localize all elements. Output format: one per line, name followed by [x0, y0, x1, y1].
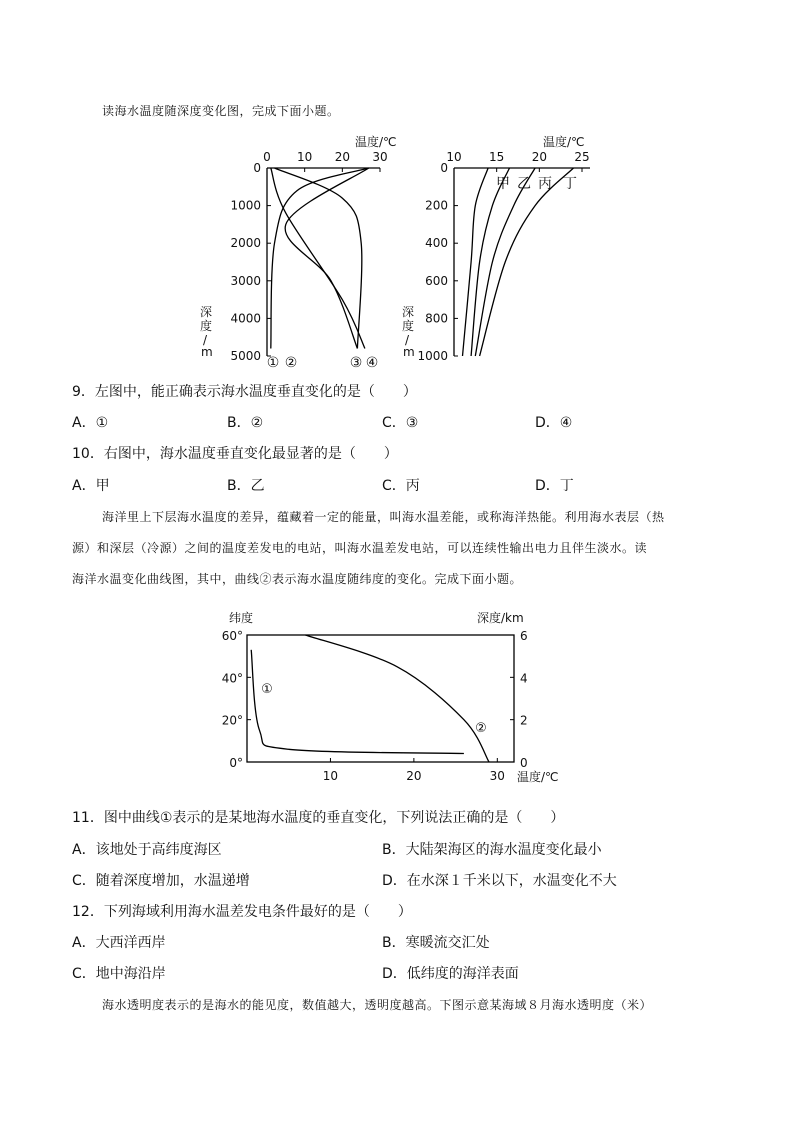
chart-latitude-rtick-0: 0 [520, 756, 528, 770]
chart-left-ytick-3: 3000 [230, 273, 261, 288]
chart-latitude-xtick-0: 10 [322, 769, 339, 783]
chart-right-labels [496, 176, 577, 192]
chart-right-series-label-2: 丙 [538, 176, 552, 192]
q9-option-b[interactable]: B．② [227, 415, 264, 431]
q10-stem: 10．右图中，海水温度垂直变化最显著的是（ ） [72, 446, 398, 462]
chart-latitude-left-label: 纬度 [229, 611, 254, 625]
chart-left-ytick-0: 0 [253, 161, 261, 175]
chart-left-xtick-0: 0 [263, 150, 271, 164]
chart-right-ytick-3: 600 [425, 273, 448, 288]
chart-latitude-curve-0 [251, 650, 464, 754]
chart-left-yticks [230, 161, 271, 363]
q12-stem: 12．下列海域利用海水温差发电条件最好的是（ ） [72, 904, 412, 920]
q10-option-a[interactable]: A．甲 [72, 478, 110, 494]
chart-right-ytick-0: 0 [440, 161, 448, 175]
chart-left-curve-1 [271, 168, 365, 349]
chart-latitude-frame [247, 635, 514, 762]
q10-option-b[interactable]: B．乙 [227, 478, 265, 494]
chart-left-series-label-0: ① [266, 355, 280, 371]
q11-option-c[interactable]: C．随着深度增加，水温递增 [72, 873, 250, 889]
chart-right-series-label-0: 甲 [496, 176, 510, 192]
q9-option-c[interactable]: C．③ [382, 415, 419, 431]
chart-right-xtick-0: 10 [446, 150, 462, 164]
q11-option-a[interactable]: A．该地处于高纬度海区 [72, 842, 222, 858]
q10-option-d[interactable]: D．丁 [535, 478, 574, 494]
q11-stem: 11．图中曲线①表示的是某地海水温度的垂直变化，下列说法正确的是（ ） [72, 810, 565, 826]
chart-right-ylabel [402, 305, 415, 359]
chart-latitude-curves [251, 635, 489, 762]
chart-right-xtick-2: 20 [531, 150, 547, 164]
chart-right-xlabel: 温度/℃ [543, 135, 585, 149]
chart-latitude-rtick-2: 4 [520, 671, 528, 686]
chart-latitude-right-label: 深度/km [477, 611, 524, 625]
chart-left-labels [267, 355, 379, 371]
q12-option-c[interactable]: C．地中海沿岸 [72, 966, 166, 982]
chart-right-xticks [446, 150, 589, 172]
chart-left-xlabel: 温度/℃ [355, 135, 397, 149]
chart-right-ylabel-c1: 深 [402, 305, 415, 319]
chart-latitude-series-label-1: ② [475, 721, 487, 736]
chart-right-series-label-3: 丁 [563, 176, 577, 192]
chart-right-yticks [417, 161, 458, 363]
intro-text-1: 读海水温度随深度变化图，完成下面小题。 [102, 104, 340, 118]
chart-right-series-label-1: 乙 [517, 176, 531, 192]
chart-right-ylabel-c4: m [403, 345, 415, 359]
chart-left-ylabel-c4: m [201, 345, 213, 359]
chart-right-curve-3 [480, 168, 574, 356]
chart-latitude-ltick-1: 20° [221, 713, 243, 728]
chart-latitude-series-label-0: ① [261, 682, 273, 697]
chart-left-ytick-1: 1000 [230, 198, 261, 213]
intro-text-3: 海水透明度表示的是海水的能见度，数值越大，透明度越高。下图示意某海域８月海水透明度（米） [102, 998, 653, 1012]
q9-option-d[interactable]: D．④ [535, 415, 573, 431]
chart-latitude-xtick-1: 20 [406, 769, 422, 783]
chart-right-ytick-5: 1000 [417, 349, 448, 363]
chart-left [196, 130, 416, 375]
chart-right-ylabel-c3: / [405, 333, 410, 347]
chart-latitude-ltick-2: 40° [221, 671, 243, 686]
q10-option-c[interactable]: C．丙 [382, 478, 420, 494]
chart-right-curve-1 [471, 168, 509, 356]
chart-right [396, 130, 596, 375]
chart-latitude-xlabel: 温度/℃ [517, 770, 559, 784]
chart-right-xtick-1: 15 [489, 150, 505, 164]
q12-option-a[interactable]: A．大西洋西岸 [72, 935, 166, 951]
chart-left-series-label-2: ③ [349, 355, 363, 371]
chart-left-ylabel-c3: / [203, 333, 208, 347]
chart-left-xticks [263, 150, 387, 172]
intro-text-2-line1: 海洋里上下层海水温度的差异，蕴藏着一定的能量，叫海水温差能，或称海洋热能。利用海水表层（热 [102, 510, 665, 524]
chart-left-ylabel-c1: 深 [200, 305, 213, 319]
chart-right-ytick-1: 200 [425, 198, 448, 213]
chart-right-xtick-3: 25 [574, 150, 590, 164]
chart-latitude [210, 604, 570, 790]
chart-left-curve-2 [285, 168, 369, 349]
chart-latitude-xtick-2: 30 [489, 769, 505, 783]
chart-latitude-ltick-0: 0° [229, 756, 243, 770]
chart-right-ylabel-c2: 度 [402, 319, 415, 333]
chart-latitude-ticks [222, 629, 528, 783]
chart-right-ytick-4: 800 [425, 311, 448, 326]
chart-left-curves [271, 168, 369, 349]
chart-right-ytick-2: 400 [425, 236, 448, 251]
chart-left-ytick-4: 4000 [230, 311, 261, 326]
q12-option-d[interactable]: D．低纬度的海洋表面 [382, 966, 519, 982]
chart-latitude-curve-1 [305, 635, 489, 762]
intro-text-2-line2: 源）和深层（冷源）之间的温度差发电的电站，叫海水温差发电站，可以连续性输出电力且伴生淡水。读 [72, 541, 648, 555]
chart-latitude-rtick-1: 2 [520, 713, 528, 728]
chart-left-xtick-3: 30 [372, 150, 388, 164]
chart-left-xtick-1: 10 [297, 150, 313, 164]
chart-left-ylabel-c2: 度 [200, 319, 213, 333]
chart-left-series-label-3: ④ [365, 355, 379, 371]
chart-right-curve-0 [463, 168, 489, 356]
chart-left-ytick-2: 2000 [230, 236, 261, 251]
q11-option-b[interactable]: B．大陆架海区的海水温度变化最小 [382, 842, 602, 858]
q9-option-a[interactable]: A．① [72, 415, 109, 431]
q9-stem: 9．左图中，能正确表示海水温度垂直变化的是（ ） [72, 384, 417, 400]
q11-option-d[interactable]: D．在水深１千米以下，水温变化不大 [382, 873, 617, 889]
intro-text-2-line3: 海洋水温变化曲线图，其中，曲线②表示海水温度随纬度的变化。完成下面小题。 [72, 572, 523, 586]
chart-right-curves [463, 168, 574, 356]
chart-left-series-label-1: ② [284, 355, 298, 371]
chart-latitude-rtick-3: 6 [520, 629, 528, 643]
chart-latitude-ltick-3: 60° [221, 629, 243, 643]
chart-left-ytick-5: 5000 [230, 349, 261, 363]
chart-left-xtick-2: 20 [334, 150, 350, 164]
q12-option-b[interactable]: B．寒暖流交汇处 [382, 935, 490, 951]
chart-left-ylabel [200, 305, 213, 359]
